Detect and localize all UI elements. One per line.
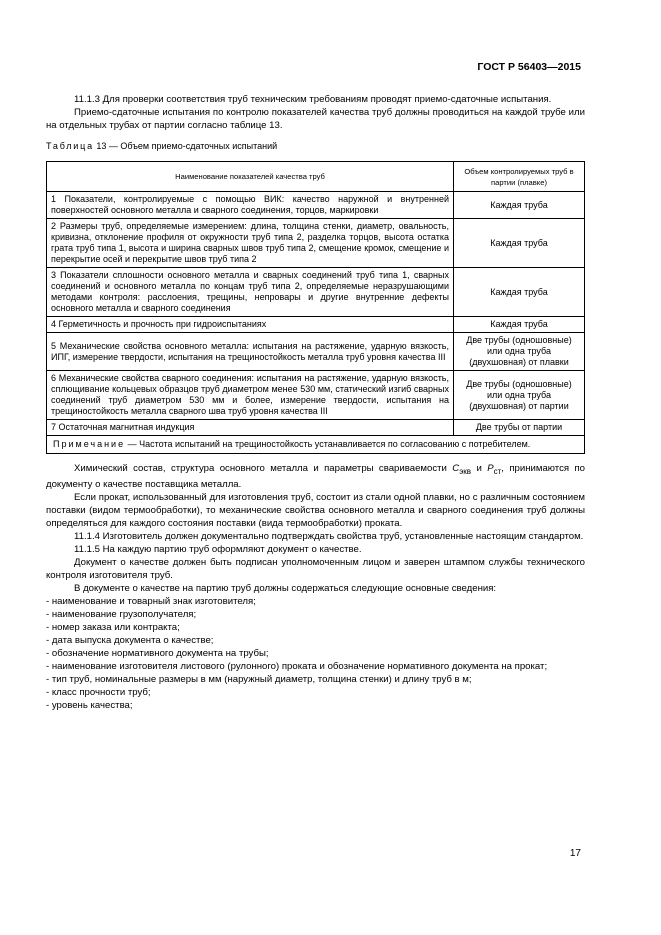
table-caption: [46, 140, 585, 153]
list-item: - номер заказа или контракта;: [46, 621, 180, 633]
chem-text-2: , принимаются по документу о качестве поставщика металла.: [46, 463, 585, 490]
paragraph-11-1-4: 11.1.4 Изготовитель должен документально подтверждать свойства труб, установленные настоящим стандартом.: [74, 530, 584, 542]
table-caption-text: 13 — Объем приемо-сдаточных испытаний: [96, 141, 278, 151]
paragraph-rolled-steel: Если прокат, использованный для изготовления труб, состоит из стали одной плавки, но с различным состоянием поставки (видом термообработки), то механические свойства основного металла и сварного соединения труб должны определяться для каждого состояния поставки (вида термообработки) проката.: [46, 491, 585, 529]
paragraph-acceptance: Приемо-сдаточные испытания по контролю показателей качества труб должны проводиться на каждой трубе или на отдельных трубах от партии согласно таблице 13.: [46, 107, 585, 131]
table-row: [47, 420, 585, 436]
row-scope: Каждая труба: [454, 317, 585, 333]
paragraph-chemical: [46, 462, 585, 491]
list-item: - наименование и товарный знак изготовителя;: [46, 595, 256, 607]
row-scope: Каждая труба: [454, 268, 585, 317]
list-item: - тип труб, номинальные размеры в мм (наружный диаметр, толщина стенки) и длину труб в м;: [46, 673, 472, 685]
list-item: - класс прочности труб;: [46, 686, 151, 698]
document-header: ГОСТ Р 56403—2015: [477, 61, 581, 73]
table-row: [47, 219, 585, 268]
table-note: [47, 436, 585, 454]
row-indicator: 3 Показатели сплошности основного металла и сварных соединений труб типа 1, сварных соединений и основного металла по концам труб типа 2, определяемые неразрушающими методами контроля: расслоения, трещины, непровары и другие внутренние дефекты основного металла и сварного соединения: [47, 268, 454, 317]
col-header-scope: Объем контролируемых труб в партии (плавке): [454, 162, 585, 192]
quality-doc-list: [46, 595, 585, 712]
list-item: - наименование грузополучателя;: [46, 608, 197, 620]
chem-text-1: Химический состав, структура основного металла и параметры свариваемости: [74, 463, 453, 474]
table-caption-label: Таблица: [46, 141, 94, 151]
c-subscript: экв: [459, 466, 472, 476]
paragraph-list-intro: В документе о качестве на партию труб должны содержаться следующие основные сведения:: [74, 582, 497, 594]
list-item: - уровень качества;: [46, 699, 133, 711]
table-note-row: [47, 436, 585, 454]
row-scope: Две трубы (одношовные) или одна труба (двухшовная) от партии: [454, 371, 585, 420]
row-indicator: 2 Размеры труб, определяемые измерением: длина, толщина стенки, диаметр, овальность, кривизна, отклонение профиля от окружности труб типа 2, разделка торцов, высота остатка грата труб типа 1, высота и ширина сварных швов труб типа 2, смещение кромок, смещение и перекрытие осей и перекрытие швов труб типа 2: [47, 219, 454, 268]
row-scope: Две трубы от партии: [454, 420, 585, 436]
row-scope: Две трубы (одношовные) или одна труба (двухшовная) от плавки: [454, 333, 585, 371]
paragraph-doc-signature: Документ о качестве должен быть подписан уполномоченным лицом и заверен штампом службы технического контроля изготовителя труб.: [46, 556, 585, 581]
table-row: [47, 333, 585, 371]
note-text: — Частота испытаний на трещиностойкость устанавливается по согласованию с потребителем.: [125, 439, 531, 449]
paragraph-11-1-5: 11.1.5 На каждую партию труб оформляют документ о качестве.: [74, 543, 362, 555]
row-scope: Каждая труба: [454, 219, 585, 268]
p-subscript: ст: [493, 466, 502, 476]
row-indicator: 1 Показатели, контролируемые с помощью ВИК: качество наружной и внутренней поверхностей основного металла и сварного соединения, торцов, маркировки: [47, 192, 454, 219]
acceptance-tests-table: [46, 161, 585, 454]
table-row: [47, 192, 585, 219]
page-content: [46, 93, 585, 712]
table-row: [47, 371, 585, 420]
row-indicator: 7 Остаточная магнитная индукция: [47, 420, 454, 436]
c-symbol: С: [452, 463, 460, 474]
list-item: - наименование изготовителя листового (рулонного) проката и обозначение нормативного документа на прокат;: [46, 660, 548, 672]
page-number: 17: [569, 848, 581, 859]
col-header-indicators: Наименование показателей качества труб: [47, 162, 454, 192]
list-item: - обозначение нормативного документа на трубы;: [46, 647, 269, 659]
note-label: Примечание: [53, 439, 126, 449]
paragraph-11-1-3: 11.1.3 Для проверки соответствия труб техническим требованиям проводят приемо-сдаточные испытания.: [74, 94, 552, 105]
row-scope: Каждая труба: [454, 192, 585, 219]
row-indicator: 5 Механические свойства основного металла: испытания на растяжение, ударную вязкость, ИПГ, измерение твердости, испытания на трещиностойкость металла труб уровня качества III: [47, 333, 454, 371]
table-row: [47, 268, 585, 317]
p-symbol: Р: [487, 463, 494, 474]
list-item: - дата выпуска документа о качестве;: [46, 634, 214, 646]
row-indicator: 4 Герметичность и прочность при гидроиспытаниях: [47, 317, 454, 333]
table-header-row: [47, 162, 585, 192]
row-indicator: 6 Механические свойства сварного соединения: испытания на растяжение, ударную вязкость, сплющивание кольцевых образцов труб диаметром менее 530 мм, статический изгиб сварных соединений труб диаметром 530 мм и более, измерение твердости, испытания на трещиностойкость металла сварного шва труб уровня качества III: [47, 371, 454, 420]
and-word: и: [471, 463, 488, 474]
table-row: [47, 317, 585, 333]
